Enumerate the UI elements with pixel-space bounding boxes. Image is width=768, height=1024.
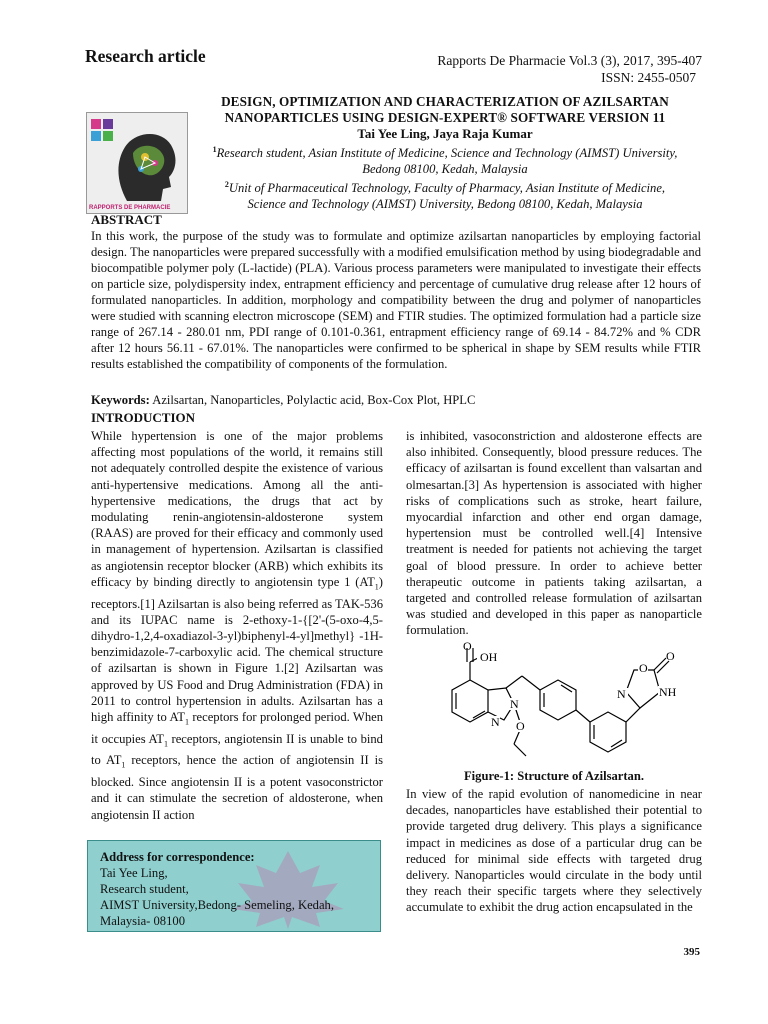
page-number: 395 (683, 946, 700, 958)
affiliation-2-line-2: Science and Technology (AIMST) University, Bedong 08100, Kedah, Malaysia (247, 197, 643, 212)
atom-label: O (516, 719, 525, 733)
figure-caption: Figure-1: Structure of Azilsartan. (463, 769, 644, 783)
correspondence-line: AIMST University,Bedong- Semeling, Kedah, (100, 898, 335, 912)
affiliation-2-mark: 2 (224, 180, 229, 190)
authors: Tai Yee Ling, Jaya Raja Kumar (357, 126, 533, 141)
atom-label: NH (659, 685, 677, 699)
subscript: 1 (374, 582, 379, 592)
intro-text-3: receptors for prolonged period. When it occupies AT (91, 709, 384, 746)
intro-text-1: While hypertension is one of the major problems affecting most populations of the world, it remains still not adequately controlled despite the existence of various anti-hypertensive medications. Among all the anti-hypertensive medications, the drugs that act by modulating renin-angiotensin-aldosterone system (RAAS) are proved for their efficacy and commonly used in management of hypertension. Azilsartan is classified as angiotensin receptor blocker (ARB) which exhibits its efficacy by binding directly to angiotensin type 1 (AT (91, 429, 383, 589)
atom-label: O (639, 661, 648, 675)
title-block (188, 94, 702, 212)
introduction-right-column-bottom: In view of the rapid evolution of nanomedicine in near decades, nanoparticles have established their potential to provide targeted drug delivery. This plays a significance impact in medicines as dose of a particular drug can be reduced for minimal side effects with targeted drug delivery. Nanoparticles would circulate in the body until they reach their specific targets where they selectively accumulate to exhibit the drug action encapsulated in the (406, 787, 702, 915)
abstract-heading: ABSTRACT (91, 212, 162, 227)
journal-citation: Rapports De Pharmacie Vol.3 (3), 2017, 395-407 (437, 53, 702, 68)
journal-info (402, 52, 702, 86)
logo-head-icon (87, 113, 187, 213)
correspondence-content (100, 849, 334, 929)
correspondence-box (87, 840, 381, 932)
atom-label: O (463, 640, 472, 653)
logo-text: RAPPORTS DE PHARMACIE (89, 205, 171, 211)
intro-text-5: receptors, hence the action of angiotensin II is blocked. Since angiotensin II is a potent vasoconstrictor and it can stimulate the secretion of aldosterone, when angiotensin II action (91, 753, 383, 822)
affiliation-1-mark: 1 (212, 145, 217, 154)
chemical-structure-drawing (430, 640, 700, 768)
paper-title-line-2: NANOPARTICLES USING DESIGN-EXPERT® SOFTWARE VERSION 11 (224, 110, 666, 125)
introduction-right-column-top: is inhibited, vasoconstriction and aldosterone effects are also inhibited. Consequently, blood pressure reduces. The efficacy of azilsartan is found excellent than valsartan and olmesartan.[3] As hypertension is associated with higher risks of complications such as stroke, heart failure, myocardial infarction and other end organ damage, hypertension must be controlled well.[4] Intensive treatment is needed for patients not achieving the target goal of blood pressure. In order to achieve better therapeutic outcome in patients taking azilsartan, a targeted and controlled release formulation of azilsartan was studied and developed in this paper as nanoparticle formulation. (406, 429, 702, 638)
atom-label: O (666, 649, 675, 663)
introduction-heading: INTRODUCTION (91, 410, 196, 425)
abstract-text: In this work, the purpose of the study was to formulate and optimize azilsartan nanoparticles by employing factorial design. The nanoparticles were prepared successfully with a modified emulsification method by using biodegradable and biocompatible polymer poly (L-lactide) (PLA). Various process parameters were manipulated to investigate their effects on particle size, polydispersity index, entrapment efficiency and percentage of cumulative drug release after 12 hours of formulated nanoparticles. In addition, morphology and compatibility between the drug and polymer of nanoparticles were studied with scanning electron microscope (SEM) and FTIR studies. The optimized formulation had a particle size range of 267.14 - 280.01 nm, PDI range of 0.101-0.361, entrapment efficiency range of 69.14 - 84.72% and % CDR after 12 hours 56.11 - 67.01%. The nanoparticles were confirmed to be spherical in shape by SEM results while FTIR results established the compatibility of components of the formulation. (91, 229, 701, 371)
intro-text-2: ) receptors.[1] Azilsartan is also being referred as TAK-536 and its IUPAC name is 2-ethoxy-1-{[2'-(5-oxo-4,5-dihydro-1,2,4-oxadiazol-3-yl)biphenyl-4-yl]methyl} -1H-benzimidazole-7-carboxylic acid. The chemical structure of azilsartan is shown in Figure 1.[2] Azilsartan was approved by US Food and Drug Administration (FDA) in 2011 to control hypertension in adults. Azilsartan has a high affinity to AT (91, 574, 383, 724)
atom-label: N (617, 687, 626, 701)
affiliation-1 (188, 142, 702, 177)
affiliation-2 (188, 177, 702, 212)
paper-title-line-1: DESIGN, OPTIMIZATION AND CHARACTERIZATION OF AZILSARTAN (221, 94, 669, 109)
correspondence-line: Research student, (100, 882, 189, 896)
keywords (91, 392, 701, 408)
correspondence-line: Malaysia- 08100 (100, 914, 185, 928)
affiliation-1-line-1: Research student, Asian Institute of Medicine, Science and Technology (AIMST) University, (216, 146, 678, 161)
atom-label: N (491, 715, 500, 729)
affiliation-1-line-2: Bedong 08100, Kedah, Malaysia (362, 162, 528, 177)
keywords-label: Keywords: (91, 393, 150, 407)
subscript: 1 (121, 760, 126, 770)
correspondence-title: Address for correspondence: (100, 850, 255, 864)
azilsartan-structure-figure (430, 640, 700, 768)
article-type: Research article (85, 46, 206, 66)
intro-text-4: receptors, angiotensin II is unable to bind to AT (91, 731, 383, 768)
correspondence-line: Tai Yee Ling, (100, 866, 168, 880)
journal-issn: ISSN: 2455-0507 (601, 70, 696, 85)
journal-logo (86, 112, 188, 214)
atom-label: N (510, 697, 519, 711)
affiliation-2-line-1: Unit of Pharmaceutical Technology, Faculty of Pharmacy, Asian Institute of Medicine, (228, 181, 666, 196)
keywords-text: Azilsartan, Nanoparticles, Polylactic acid, Box-Cox Plot, HPLC (149, 393, 476, 407)
subscript: 1 (163, 739, 168, 749)
subscript: 1 (184, 717, 189, 727)
introduction-left-column (91, 428, 383, 823)
atom-label: OH (480, 650, 498, 664)
